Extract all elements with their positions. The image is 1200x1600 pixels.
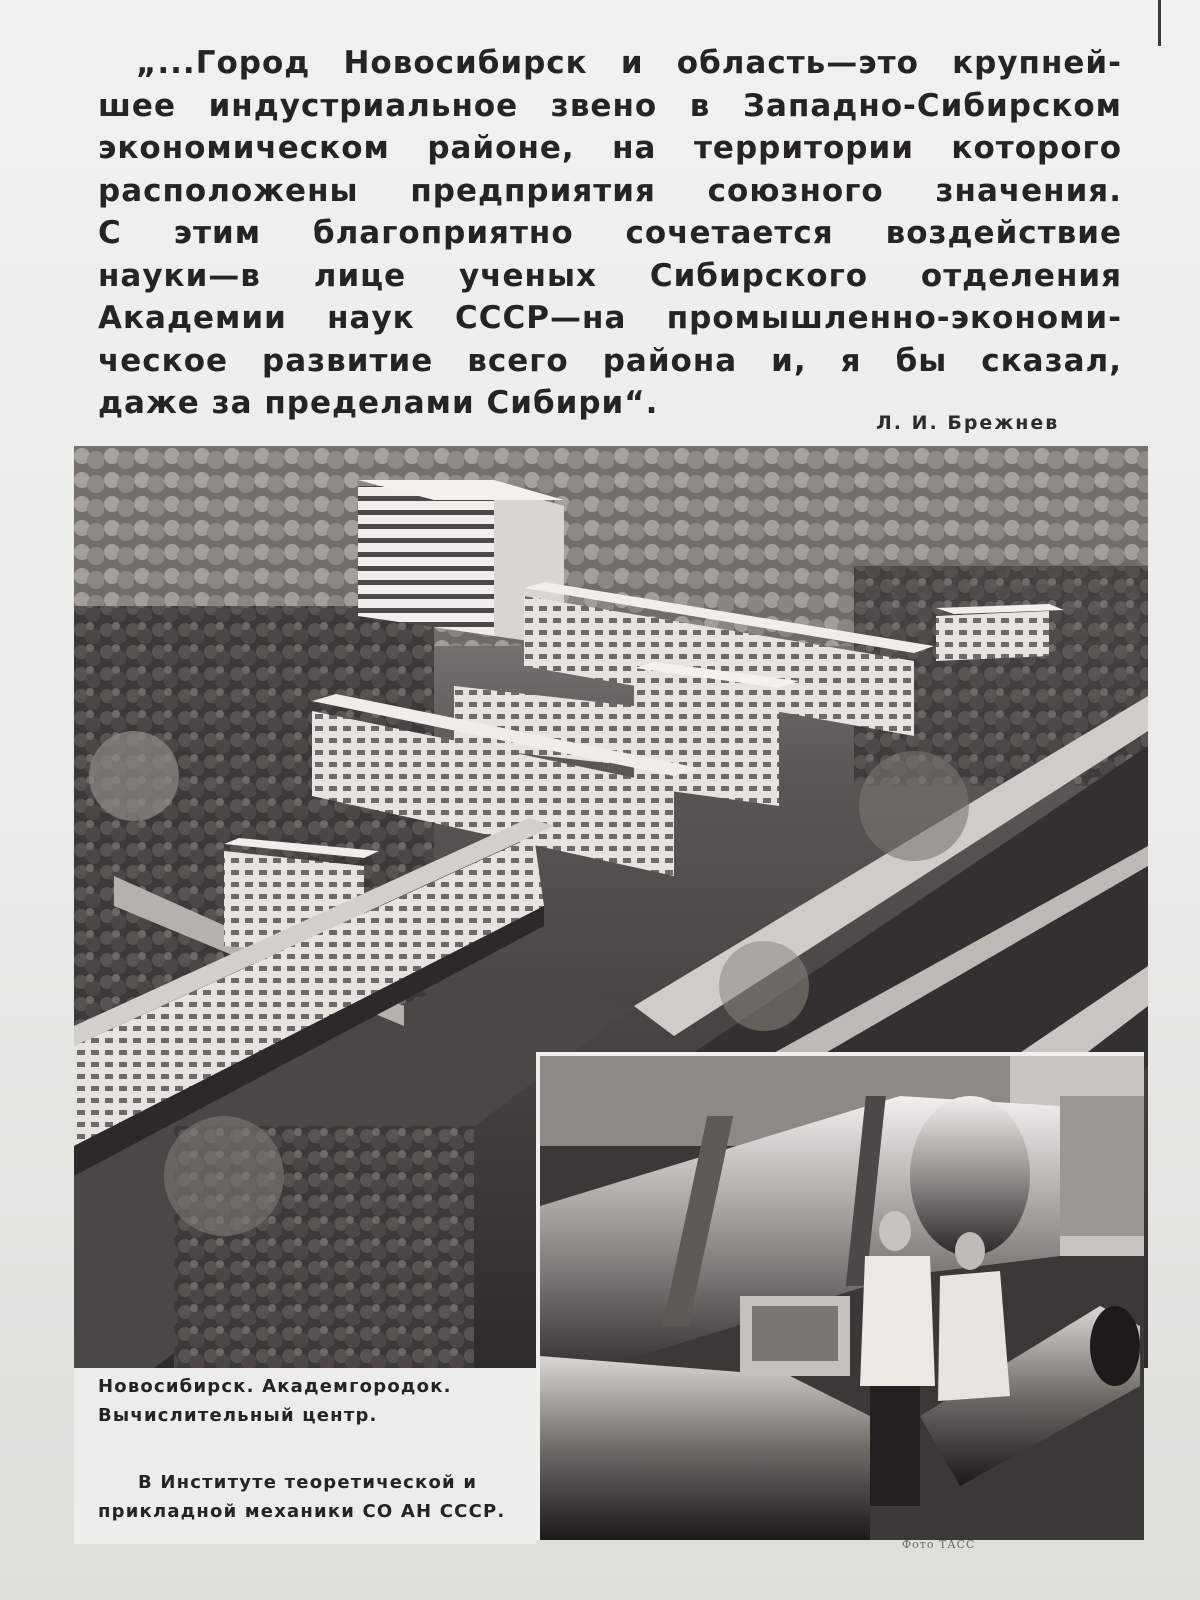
caption-line: Вычислительный центр. — [98, 1405, 378, 1426]
quote-line: С этим благоприятно сочетается воздействие — [98, 215, 1122, 251]
caption-line: В Институте теоретической и — [138, 1472, 478, 1493]
inset-photo-wind-tunnel — [536, 1052, 1144, 1540]
caption-computing-center — [98, 1372, 452, 1430]
caption-institute — [98, 1468, 505, 1526]
quote-line: науки—в лице ученых Сибирского отделения — [98, 257, 1122, 294]
quote-line: Академии наук СССР—на промышленно-экономи- — [98, 300, 1122, 336]
photo-credit: Фото ТАСС — [902, 1538, 976, 1551]
caption-line: прикладной механики СО АН СССР. — [98, 1501, 506, 1522]
brezhnev-quote — [98, 42, 1122, 425]
sheet-edge-mark — [1158, 0, 1161, 46]
quote-line: „...Город Новосибирск и область—это крупней- — [136, 45, 1122, 81]
caption-line: Новосибирск. Академгородок. — [98, 1376, 452, 1397]
quote-line: расположены предприятия союзного значения. — [98, 172, 1122, 209]
quote-line: шее индустриальное звено в Западно-Сибирском — [98, 87, 1122, 124]
quote-line: ческое развитие всего района и, я бы сказал, — [98, 342, 1122, 379]
quote-line: даже за пределами Сибири“. — [98, 385, 659, 421]
quote-author: Л. И. Брежнев — [876, 412, 1060, 434]
quote-line: экономическом районе, на территории которого — [98, 130, 1122, 166]
